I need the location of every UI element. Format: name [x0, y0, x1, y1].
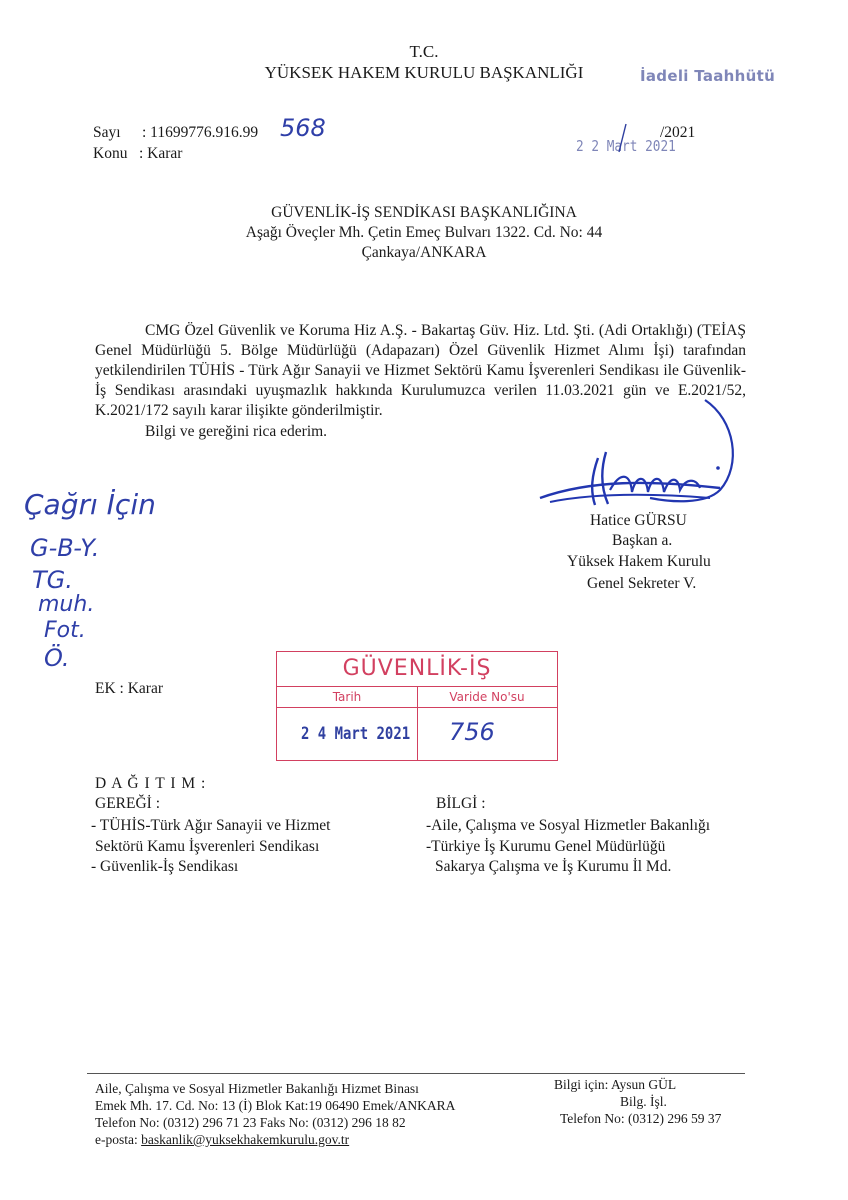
footer-email-row — [95, 1131, 349, 1148]
signatory-name: Hatice GÜRSU — [590, 512, 687, 529]
geregi-label: GEREĞİ : — [95, 795, 161, 812]
handwritten-note-line-2: G-B-Y. — [30, 534, 100, 562]
konu-label: Konu — [93, 145, 128, 162]
signatory-title-2: Yüksek Hakem Kurulu — [567, 553, 711, 570]
bilgi-item-2: -Türkiye İş Kurumu Genel Müdürlüğü — [426, 838, 666, 855]
registered-mail-stamp: İadeli Taahhütü — [640, 67, 776, 85]
date-stamp: 2 2 Mart 2021 — [576, 137, 676, 155]
received-stamp — [276, 651, 558, 761]
handwritten-note-line-4: muh. — [38, 592, 95, 617]
footer-divider — [87, 1073, 745, 1074]
recipient-address: Aşağı Öveçler Mh. Çetin Emeç Bulvarı 1322. Cd. No: 44 — [245, 224, 603, 241]
header-tc: T.C. — [409, 42, 439, 61]
signature-graphic — [520, 380, 750, 530]
received-stamp-title: GÜVENLİK-İŞ — [342, 656, 492, 681]
letter-closing: Bilgi ve gereğini rica ederim. — [145, 423, 328, 440]
footer-email-link[interactable]: baskanlik@yuksekhakemkurulu.gov.tr — [141, 1132, 350, 1147]
geregi-item-2: Sektörü Kamu İşverenleri Sendikası — [95, 838, 320, 855]
header-institution: YÜKSEK HAKEM KURULU BAŞKANLIĞI — [264, 63, 584, 82]
signatory-title-3: Genel Sekreter V. — [587, 575, 697, 592]
handwritten-note-line-3: TG. — [32, 566, 73, 594]
date-suffix: /2021 — [660, 124, 696, 141]
sayi-label: Sayı — [93, 124, 121, 141]
geregi-item-1: - TÜHİS-Türk Ağır Sanayii ve Hizmet — [91, 817, 331, 834]
sayi-handwritten-number: 568 — [280, 114, 326, 142]
recipient-city: Çankaya/ANKARA — [361, 244, 487, 261]
signatory-title-1: Başkan a. — [612, 532, 673, 549]
footer-address-2: Emek Mh. 17. Cd. No: 13 (İ) Blok Kat:19 06490 Emek/ANKARA — [95, 1098, 456, 1113]
stamp-divider — [417, 686, 418, 760]
letter-body: CMG Özel Güvenlik ve Koruma Hiz A.Ş. - Bakartaş Güv. Hiz. Ltd. Şti. (Adi Ortaklığı) (TEİAŞ Genel Müdürlüğü 5. Bölge Müdürlüğü (Adapazarı) Özel Güvenlik Hizmet Alımı İşi) tarafından yetkilendirilen TÜHİS - Türk Ağır Sanayii ve Hizmet Sektörü Kamu İşverenleri Sendikası ile Güvenlik-İş Sendikası arasındaki uyuşmazlık hakkında Kurulumuzca verilen 11.03.2021 gün ve E.2021/52, K.2021/172 sayılı karar ilişikte gönderilmiştir. — [95, 322, 746, 419]
footer-info-phone: Telefon No: (0312) 296 59 37 — [560, 1111, 722, 1126]
sayi-value: : 11699776.916.99 — [142, 124, 259, 141]
attachment-line: EK : Karar — [95, 680, 163, 697]
stamp-tarih-label: Tarih — [332, 690, 362, 704]
recipient-name: GÜVENLİK-İŞ SENDİKASI BAŞKANLIĞINA — [271, 204, 577, 221]
footer-info-contact: Bilgi için: Aysun GÜL — [554, 1077, 677, 1092]
stamp-tarih-value: 2 4 Mart 2021 — [301, 724, 411, 744]
handwritten-note-line-6: Ö. — [44, 644, 70, 672]
konu-value: : Karar — [139, 145, 183, 162]
footer-info-role: Bilg. İşl. — [620, 1094, 667, 1109]
distribution-title: D A Ğ I T I M : — [95, 775, 207, 792]
bilgi-label: BİLGİ : — [436, 795, 486, 812]
footer-phone: Telefon No: (0312) 296 71 23 Faks No: (0312) 296 18 82 — [95, 1115, 406, 1130]
geregi-item-3: - Güvenlik-İş Sendikası — [91, 858, 239, 875]
bilgi-item-3: Sakarya Çalışma ve İş Kurumu İl Md. — [435, 858, 672, 875]
handwritten-note-line-5: Fot. — [44, 618, 86, 643]
date-slash-mark — [616, 122, 630, 156]
footer-email-label: e-posta: — [95, 1132, 142, 1147]
stamp-varide-value: 756 — [449, 718, 495, 746]
handwritten-note-line-1: Çağrı İçin — [24, 488, 156, 521]
bilgi-item-1: -Aile, Çalışma ve Sosyal Hizmetler Bakanlığı — [426, 817, 711, 834]
footer-address-1: Aile, Çalışma ve Sosyal Hizmetler Bakanlığı Hizmet Binası — [95, 1081, 419, 1096]
stamp-varide-label: Varide No'su — [449, 690, 525, 704]
